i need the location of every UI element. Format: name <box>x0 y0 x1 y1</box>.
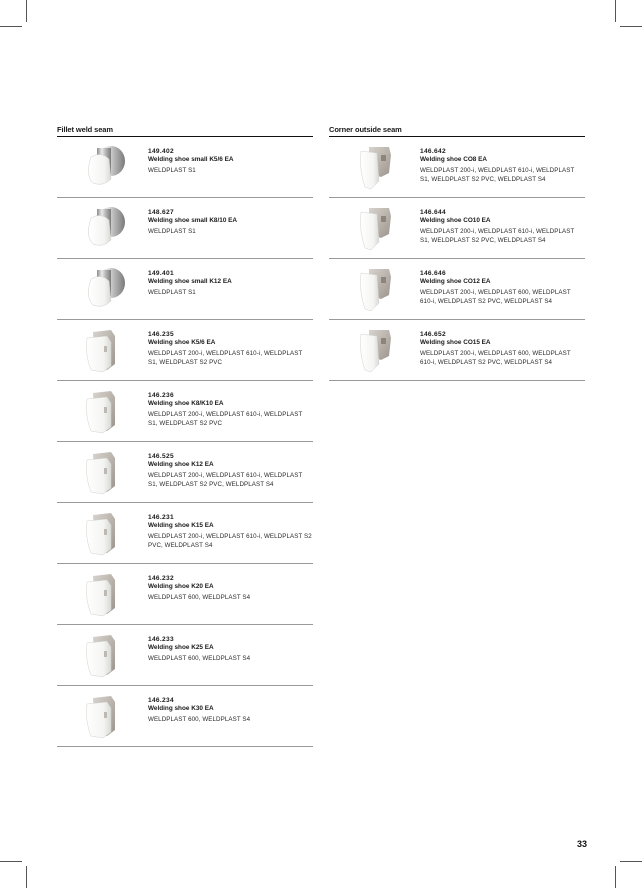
welding-shoe-icon <box>71 326 133 374</box>
product-code: 146.652 <box>420 331 446 338</box>
crop-mark <box>0 26 22 27</box>
crop-mark <box>26 866 27 888</box>
fillet-weld-seam-section <box>57 126 313 747</box>
section-title: Fillet weld seam <box>57 126 313 137</box>
product-code: 146.642 <box>420 148 446 155</box>
product-name: Welding shoe K30 EA <box>148 705 214 712</box>
section-title: Corner outside seam <box>329 126 585 137</box>
corner-welding-shoe-icon <box>343 265 405 313</box>
page-number: 33 <box>576 839 587 849</box>
crop-mark <box>620 861 642 862</box>
product-code: 149.402 <box>148 148 174 155</box>
corner-welding-shoe-icon <box>343 204 405 252</box>
product-item <box>57 198 313 259</box>
product-item <box>57 259 313 320</box>
corner-outside-seam-section <box>329 126 585 381</box>
product-compatibility: WELDPLAST 200-i, WELDPLAST 610-i, WELDPLAST S1, WELDPLAST S2 PVC, WELDPLAST S4 <box>420 228 575 244</box>
product-item <box>57 686 313 747</box>
product-compatibility: WELDPLAST S1 <box>148 228 196 235</box>
crop-mark <box>620 26 642 27</box>
welding-shoe-icon <box>71 631 133 679</box>
product-code: 146.234 <box>148 697 174 704</box>
product-code: 146.236 <box>148 392 174 399</box>
product-code: 146.233 <box>148 636 174 643</box>
corner-welding-shoe-icon <box>343 143 405 191</box>
product-code: 146.644 <box>420 209 446 216</box>
product-compatibility: WELDPLAST S1 <box>148 167 196 174</box>
product-name: Welding shoe small K12 EA <box>148 278 232 285</box>
product-code: 149.401 <box>148 270 174 277</box>
crop-mark <box>615 866 616 888</box>
product-name: Welding shoe small K5/6 EA <box>148 156 234 163</box>
product-compatibility: WELDPLAST 200-i, WELDPLAST 610-i, WELDPLAST S2 PVC, WELDPLAST S4 <box>148 533 312 549</box>
product-compatibility: WELDPLAST 600, WELDPLAST S4 <box>148 716 251 723</box>
crop-mark <box>26 0 27 22</box>
product-name: Welding shoe CO10 EA <box>420 217 491 224</box>
product-name: Welding shoe K20 EA <box>148 583 214 590</box>
product-name: Welding shoe CO12 EA <box>420 278 491 285</box>
product-compatibility: WELDPLAST 600, WELDPLAST S4 <box>148 594 251 601</box>
product-item <box>57 625 313 686</box>
product-item <box>57 381 313 442</box>
product-code: 146.525 <box>148 453 174 460</box>
product-compatibility: WELDPLAST 200-i, WELDPLAST 610-i, WELDPLAST S1, WELDPLAST S2 PVC <box>148 350 303 366</box>
product-name: Welding shoe K5/6 EA <box>148 339 216 346</box>
product-item <box>57 442 313 503</box>
product-name: Welding shoe CO15 EA <box>420 339 491 346</box>
product-compatibility: WELDPLAST 200-i, WELDPLAST 600, WELDPLAST 610-i, WELDPLAST S2 PVC, WELDPLAST S4 <box>420 289 571 305</box>
small-welding-shoe-icon <box>71 143 133 191</box>
crop-mark <box>615 0 616 22</box>
product-code: 146.232 <box>148 575 174 582</box>
product-compatibility: WELDPLAST 200-i, WELDPLAST 600, WELDPLAST 610-i, WELDPLAST S2 PVC, WELDPLAST S4 <box>420 350 571 366</box>
product-name: Welding shoe CO8 EA <box>420 156 487 163</box>
product-item <box>57 137 313 198</box>
product-item <box>329 137 585 198</box>
product-code: 146.646 <box>420 270 446 277</box>
product-item <box>57 564 313 625</box>
product-compatibility: WELDPLAST S1 <box>148 289 196 296</box>
product-code: 146.235 <box>148 331 174 338</box>
product-name: Welding shoe K8/K10 EA <box>148 400 224 407</box>
small-welding-shoe-icon <box>71 265 133 313</box>
corner-welding-shoe-icon <box>343 326 405 374</box>
product-compatibility: WELDPLAST 600, WELDPLAST S4 <box>148 655 251 662</box>
product-item <box>329 198 585 259</box>
product-name: Welding shoe small K8/10 EA <box>148 217 238 224</box>
product-item <box>57 320 313 381</box>
product-item <box>57 503 313 564</box>
welding-shoe-icon <box>71 570 133 618</box>
welding-shoe-icon <box>71 509 133 557</box>
product-code: 146.231 <box>148 514 174 521</box>
product-item <box>329 320 585 381</box>
product-item <box>329 259 585 320</box>
product-compatibility: WELDPLAST 200-i, WELDPLAST 610-i, WELDPLAST S1, WELDPLAST S2 PVC, WELDPLAST S4 <box>420 167 575 183</box>
product-compatibility: WELDPLAST 200-i, WELDPLAST 610-i, WELDPLAST S1, WELDPLAST S2 PVC, WELDPLAST S4 <box>148 472 303 488</box>
product-name: Welding shoe K12 EA <box>148 461 214 468</box>
welding-shoe-icon <box>71 448 133 496</box>
crop-mark <box>0 861 22 862</box>
product-name: Welding shoe K25 EA <box>148 644 214 651</box>
product-code: 148.627 <box>148 209 174 216</box>
welding-shoe-icon <box>71 387 133 435</box>
product-name: Welding shoe K15 EA <box>148 522 214 529</box>
welding-shoe-icon <box>71 692 133 740</box>
small-welding-shoe-icon <box>71 204 133 252</box>
product-compatibility: WELDPLAST 200-i, WELDPLAST 610-i, WELDPLAST S1, WELDPLAST S2 PVC <box>148 411 303 427</box>
